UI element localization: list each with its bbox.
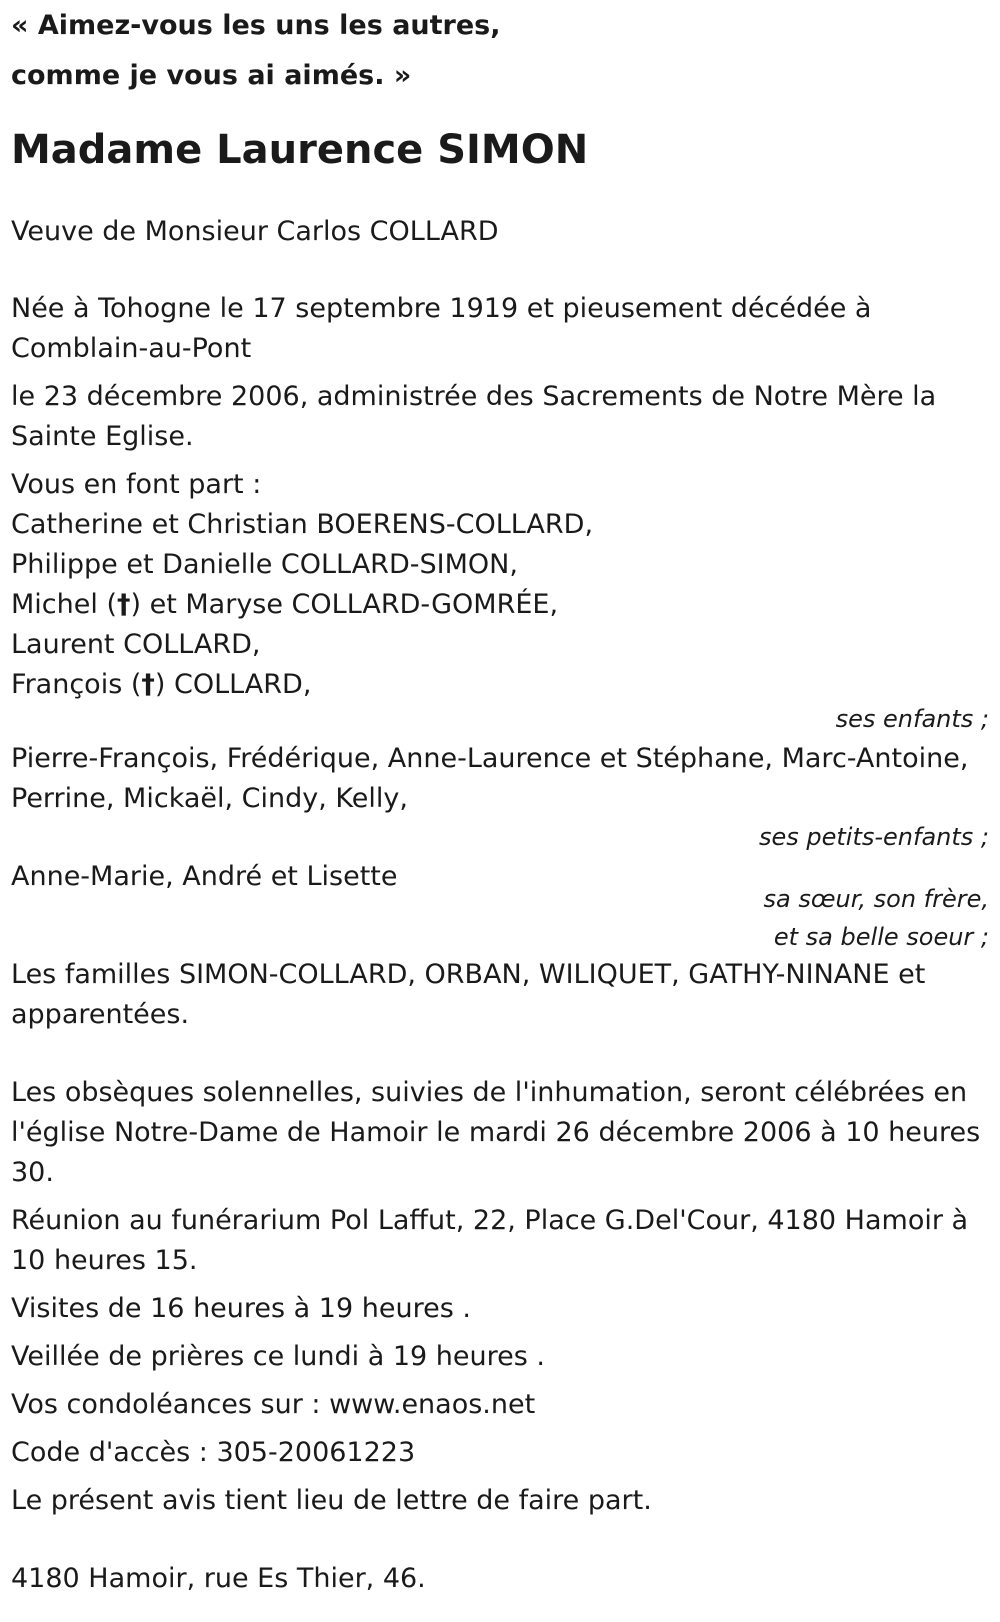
families-line: Les familles SIMON-COLLARD, ORBAN, WILIQUET, GATHY-NINANE et apparentées. (11, 959, 926, 1030)
birth-death-line: Née à Tohogne le 17 septembre 1919 et pieusement décédée à Comblain-au-Pont (11, 293, 872, 364)
intro-line: Vous en font part : (11, 469, 262, 500)
siblings-role-2: et sa belle soeur ; (773, 923, 989, 951)
child-name: Philippe et Danielle COLLARD-SIMON, (11, 549, 518, 580)
visits-line: Visites de 16 heures à 19 heures . (11, 1293, 471, 1324)
siblings-role-1: sa sœur, son frère, (763, 885, 989, 913)
meeting-line: Réunion au funérarium Pol Laffut, 22, Place G.Del'Cour, 4180 Hamoir à 10 heures 15. (11, 1205, 969, 1276)
child-name: Michel (†) et Maryse COLLARD-GOMRÉE, (11, 589, 559, 620)
grandchildren-names: Pierre-François, Frédérique, Anne-Laurence et Stéphane, Marc-Antoine, Perrine, Mickaël, Cindy, Kelly, (11, 743, 969, 814)
child-name: Laurent COLLARD, (11, 629, 261, 660)
widow-line: Veuve de Monsieur Carlos COLLARD (11, 216, 499, 247)
notice-line: Le présent avis tient lieu de lettre de faire part. (11, 1485, 652, 1516)
vigil-line: Veillée de prières ce lundi à 19 heures . (11, 1341, 545, 1372)
funeral-line: Les obsèques solennelles, suivies de l'inhumation, seront célébrées en l'église Notre-Dame de Hamoir le mardi 26 décembre 2006 à 10 heures 30. (11, 1077, 981, 1188)
child-name: François (†) COLLARD, (11, 669, 312, 700)
address-line: 4180 Hamoir, rue Es Thier, 46. (11, 1563, 426, 1594)
deceased-name: Madame Laurence SIMON (11, 127, 589, 173)
child-name: Catherine et Christian BOERENS-COLLARD, (11, 509, 594, 540)
children-list (11, 505, 989, 739)
grandchildren-role: ses petits-enfants ; (758, 823, 989, 851)
quote-line-1: « Aimez-vous les uns les autres, (11, 10, 501, 41)
cross-icon: † (141, 669, 155, 700)
siblings-names: Anne-Marie, André et Lisette (11, 861, 398, 892)
access-code-line: Code d'accès : 305-20061223 (11, 1437, 416, 1468)
cross-icon: † (116, 589, 131, 620)
children-role: ses enfants ; (835, 705, 989, 733)
condolences-line: Vos condoléances sur : www.enaos.net (11, 1389, 536, 1420)
quote-line-2: comme je vous ai aimés. » (11, 60, 412, 91)
sacraments-line: le 23 décembre 2006, administrée des Sacrements de Notre Mère la Sainte Eglise. (11, 381, 937, 452)
